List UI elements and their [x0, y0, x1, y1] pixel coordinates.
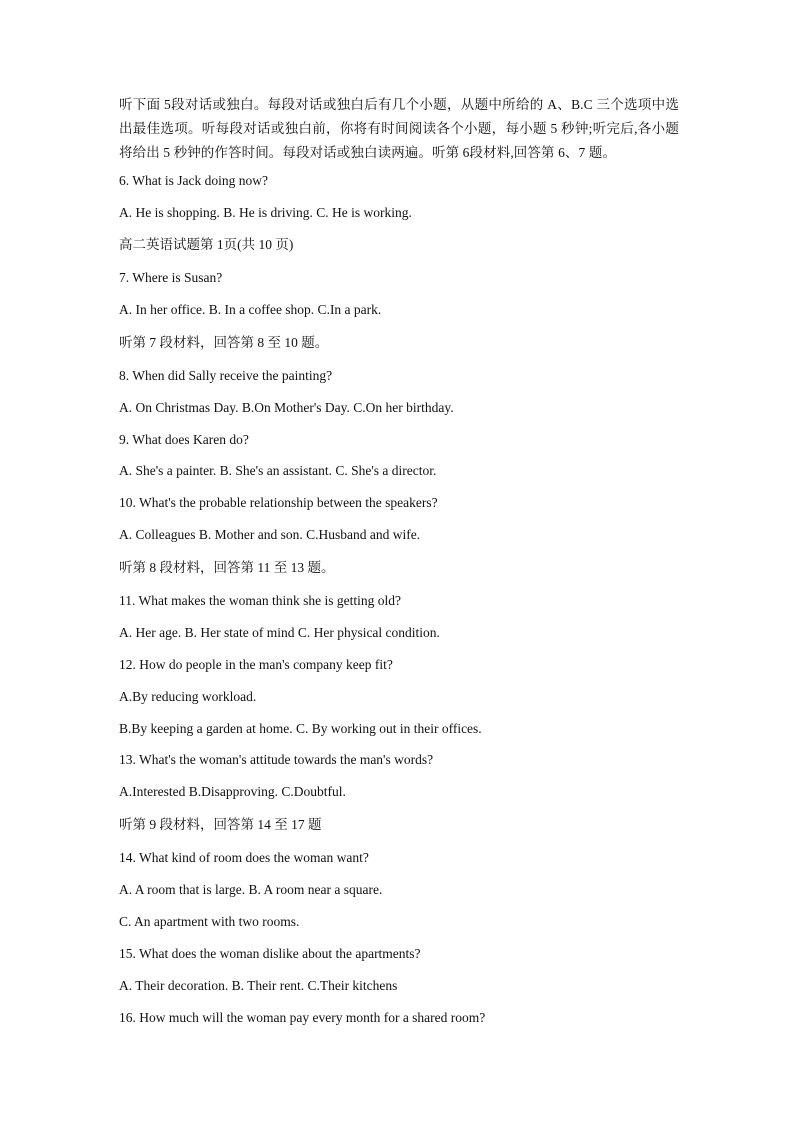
question-10: 10. What's the probable relationship between the speakers? [119, 495, 438, 510]
question-12-option-a: A.By reducing workload. [119, 689, 257, 704]
section-instructions: 听下面 5段对话或独白。每段对话或独白后有几个小题，从题中所给的 A、B.C 三个选项中选出最佳选项。听每段对话或独白前，你将有时间阅读各个小题，每小题 5 秒钟;听完后,各小题将给出 5 秒钟的作答时间。每段对话或独白读两遍。听第 6段材料,回答第 6、7 题。 [119, 97, 679, 160]
question-9-options: A. She's a painter. B. She's an assistant. C. She's a director. [119, 463, 437, 478]
question-15: 15. What does the woman dislike about the apartments? [119, 946, 421, 961]
question-11: 11. What makes the woman think she is getting old? [119, 593, 401, 608]
question-8-options: A. On Christmas Day. B.On Mother's Day. C.On her birthday. [119, 400, 454, 415]
page-footer: 高二英语试题第 1页(共 10 页) [119, 237, 294, 252]
question-6: 6. What is Jack doing now? [119, 173, 268, 188]
section-header-9: 听第 9 段材料，回答第 14 至 17 题 [119, 817, 322, 832]
question-16: 16. How much will the woman pay every month for a shared room? [119, 1010, 486, 1025]
question-10-options: A. Colleagues B. Mother and son. C.Husband and wife. [119, 527, 421, 542]
question-14-options-ab: A. A room that is large. B. A room near a square. [119, 882, 383, 897]
question-9: 9. What does Karen do? [119, 432, 249, 447]
question-7: 7. Where is Susan? [119, 270, 223, 285]
question-14: 14. What kind of room does the woman want? [119, 850, 369, 865]
section-header-7: 听第 7 段材料，回答第 8 至 10 题。 [119, 335, 329, 350]
question-8: 8. When did Sally receive the painting? [119, 368, 333, 383]
question-14-option-c: C. An apartment with two rooms. [119, 914, 300, 929]
question-12: 12. How do people in the man's company keep fit? [119, 657, 393, 672]
question-12-options-bc: B.By keeping a garden at home. C. By working out in their offices. [119, 721, 482, 736]
question-13: 13. What's the woman's attitude towards the man's words? [119, 752, 434, 767]
question-15-options: A. Their decoration. B. Their rent. C.Their kitchens [119, 978, 398, 993]
section-header-8: 听第 8 段材料，回答第 11 至 13 题。 [119, 560, 335, 575]
question-13-options: A.Interested B.Disapproving. C.Doubtful. [119, 784, 346, 799]
question-11-options: A. Her age. B. Her state of mind C. Her physical condition. [119, 625, 440, 640]
question-7-options: A. In her office. B. In a coffee shop. C.In a park. [119, 302, 382, 317]
question-6-options: A. He is shopping. B. He is driving. C. He is working. [119, 205, 412, 220]
